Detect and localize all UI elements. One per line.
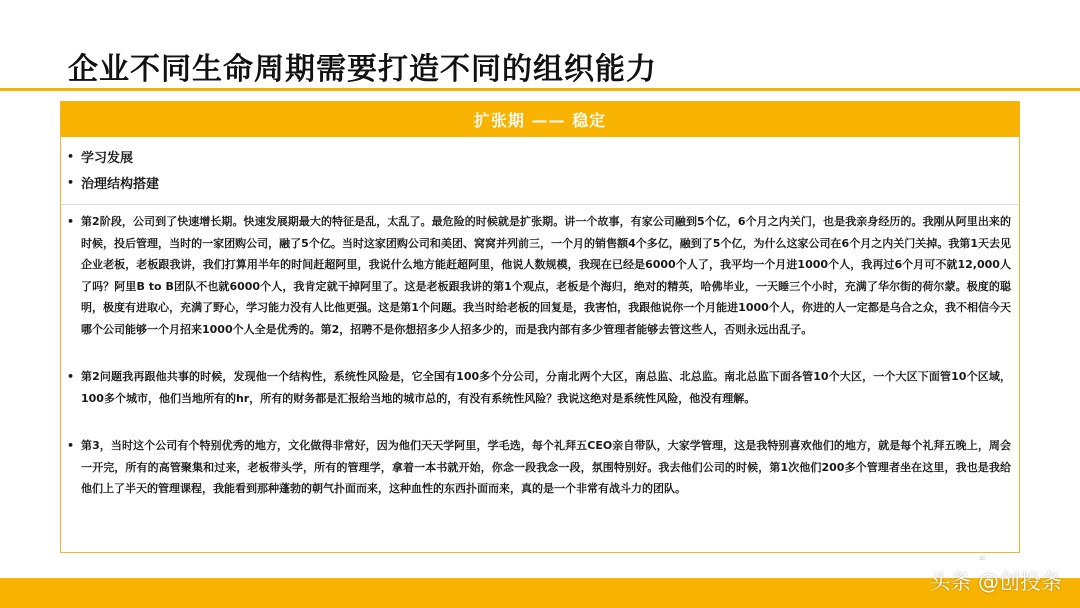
content-panel bbox=[60, 101, 1020, 553]
bullet-icon: • bbox=[67, 149, 75, 163]
stage-band bbox=[61, 102, 1019, 137]
paragraph bbox=[67, 366, 1011, 409]
bullet-icon: • bbox=[67, 370, 75, 383]
page-mark: ∞ bbox=[978, 553, 987, 564]
paragraph bbox=[67, 211, 1011, 340]
topic-list bbox=[61, 137, 1019, 197]
topic-item bbox=[67, 143, 1019, 169]
title-underline bbox=[0, 88, 1080, 91]
paragraph-text: 第3，当时这个公司有个特别优秀的地方，文化做得非常好，因为他们天天学阿里，学毛选，每个礼拜五CEO亲自带队，大家学管理，这是我特别喜欢他们的地方，就是每个礼拜五晚上，周会一开完，所有的高管聚集和过来，老板带头学，所有的管理学，拿着一本书就开始，你念一段我念一段，氛围特别好。我去他们公司的时候，第1次他们200多个管理者坐在这里，我也是我给他们上了半天的管理课程，我能看到那种蓬勃的朝气扑面而来，这种血性的东西扑面而来，真的是一个非常有战斗力的团队。 bbox=[81, 439, 1011, 495]
footer-band bbox=[0, 578, 1080, 608]
stage-band-label: 扩张期 —— 稳定 bbox=[473, 111, 607, 130]
topic-label: 治理结构搭建 bbox=[81, 176, 160, 192]
topic-item bbox=[67, 169, 1019, 195]
paragraph-text: 第2阶段，公司到了快速增长期。快速发展期最大的特征是乱，太乱了。最危险的时候就是扩张期。讲一个故事，有家公司融到5个亿，6个月之内关门，也是我亲身经历的。我刚从阿里出来的时候，投后管理，当时的一家团购公司，融了5个亿。当时这家团购公司和美团、窝窝并列前三，一个月的销售额4个多亿，融到了5个亿，为什么这家公司在6个月之内关门关掉。我第1天去见企业老板，老板跟我讲，我们打算用半年的时间赶超阿里，我说什么地方能赶超阿里，他说人数规模，我现在已经是6000个人了，我平均一个月进1000个人，我再过6个月可不就12,000人了吗？阿里B to B团队不也就6000个人，我肯定就干掉阿里了。这是老板跟我讲的第1个观点，老板是个海归，绝对的精英，哈佛毕业，一天睡三个小时，充满了华尔街的荷尔蒙。极度的聪明，极度有进取心，充满了野心，学习能力没有人比他更强。这是第1个问题。我当时给老板的回复是，我害怕，我跟他说你一个月能进1000个人，你进的人一定都是乌合之众，我不相信今天哪个公司能够一个月招来1000个人全是优秀的。第2，招聘不是你想招多少人招多少的，而是我内部有多少管理者能够去管这些人，否则永远出乱子。 bbox=[81, 215, 1011, 336]
bullet-icon: • bbox=[67, 175, 75, 189]
slide-title: 企业不同生命周期需要打造不同的组织能力 bbox=[68, 52, 657, 87]
bullet-icon: • bbox=[67, 215, 75, 228]
bullet-icon: • bbox=[67, 439, 75, 452]
paragraph-text: 第2问题我再跟他共事的时候，发现他一个结构性，系统性风险是，它全国有100多个分公司，分南北两个大区，南总监、北总监。南北总监下面各管10个大区，一个大区下面管10个区域，100多个城市，他们当地所有的hr，所有的财务都是汇报给当地的城市总的，有没有系统性风险？我说这绝对是系统性风险，他没有理解。 bbox=[81, 370, 1011, 405]
paragraph-list bbox=[61, 205, 1019, 500]
paragraph bbox=[67, 435, 1011, 500]
watermark-text: 头条 @创投条 bbox=[929, 570, 1062, 594]
topic-label: 学习发展 bbox=[81, 150, 134, 166]
